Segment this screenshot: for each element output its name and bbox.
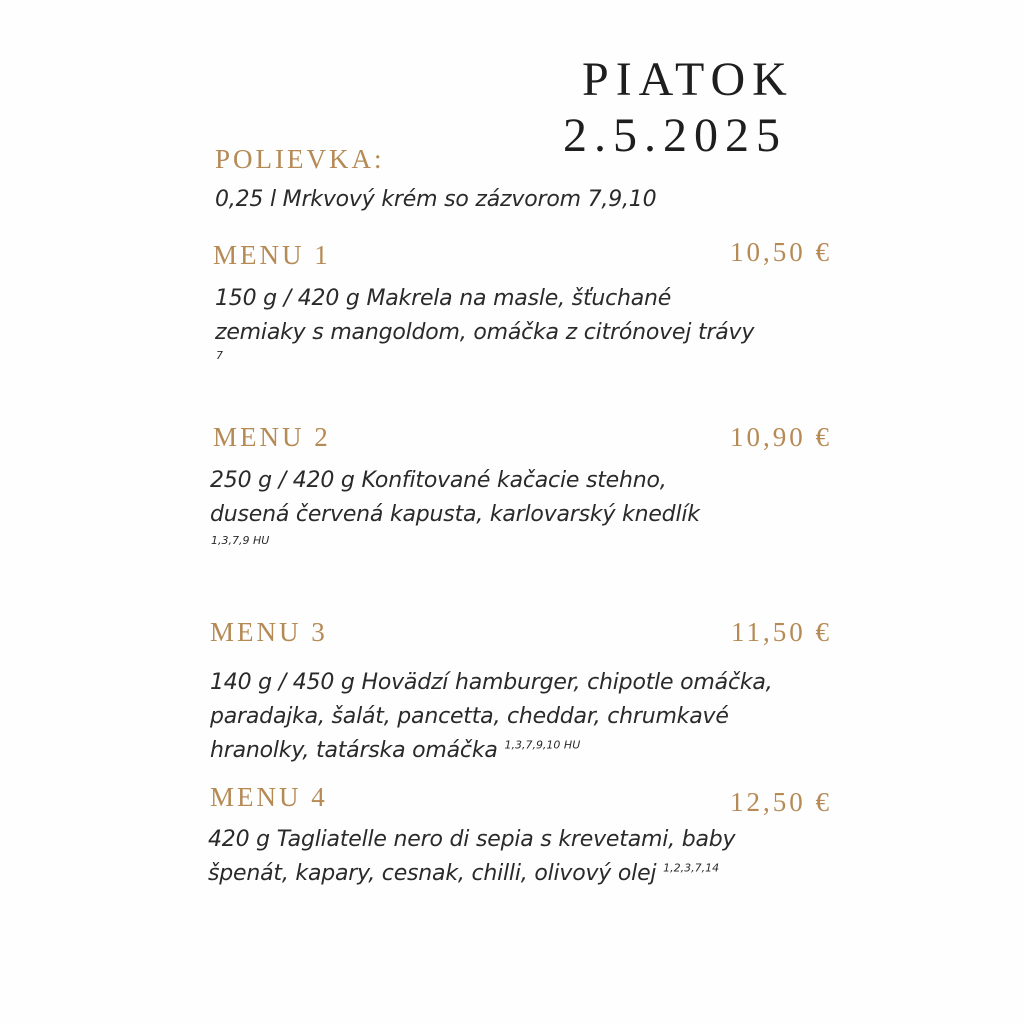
menu-1-price: 10,50 € — [730, 237, 832, 267]
menu-4-description — [208, 823, 735, 891]
menu-3-line-1: 140 g / 450 g Hovädzí hamburger, chipotle omáčka, — [210, 670, 773, 695]
menu-4-price: 12,50 € — [730, 787, 832, 817]
menu-4-label: MENU 4 — [210, 782, 328, 812]
menu-3-line-3 — [210, 734, 772, 768]
menu-2-line-1: 250 g / 420 g Konfitované kačacie stehno, — [210, 468, 667, 493]
date-title: 2.5.2025 — [563, 109, 787, 162]
menu-3-price: 11,50 € — [731, 617, 832, 647]
soup-label: POLIEVKA: — [215, 144, 385, 174]
menu-4-line-1: 420 g Tagliatelle nero di sepia s krevetami, baby — [208, 827, 736, 852]
menu-1-line-1: 150 g / 420 g Makrela na masle, šťuchané — [215, 286, 672, 311]
soup-description: 0,25 l Mrkvový krém so zázvorom 7,9,10 — [215, 187, 657, 212]
menu-2-allergens: 1,3,7,9 HU — [211, 534, 270, 547]
menu-2-label: MENU 2 — [213, 422, 331, 452]
menu-4-allergens: 1,2,3,7,14 — [663, 861, 720, 875]
menu-2-description — [210, 464, 700, 532]
menu-4-line-2 — [208, 857, 735, 891]
menu-3-label: MENU 3 — [210, 617, 328, 647]
menu-1-line-2: zemiaky s mangoldom, omáčka z citrónovej trávy — [215, 320, 755, 345]
menu-3-line-3-text: hranolky, tatárska omáčka — [210, 738, 498, 763]
menu-4-line-2-text: špenát, kapary, cesnak, chilli, olivový olej — [208, 861, 657, 886]
menu-2-line-2: dusená červená kapusta, karlovarský knedlík — [210, 502, 700, 527]
menu-1-label: MENU 1 — [213, 240, 331, 270]
menu-1-description — [215, 282, 754, 350]
menu-1-allergens: 7 — [216, 349, 223, 362]
menu-3-allergens: 1,3,7,9,10 HU — [504, 738, 581, 752]
menu-3-description — [210, 666, 772, 768]
menu-2-price: 10,90 € — [730, 422, 832, 452]
day-title: PIATOK — [582, 53, 794, 106]
menu-3-line-2: paradajka, šalát, pancetta, cheddar, chrumkavé — [210, 704, 729, 729]
